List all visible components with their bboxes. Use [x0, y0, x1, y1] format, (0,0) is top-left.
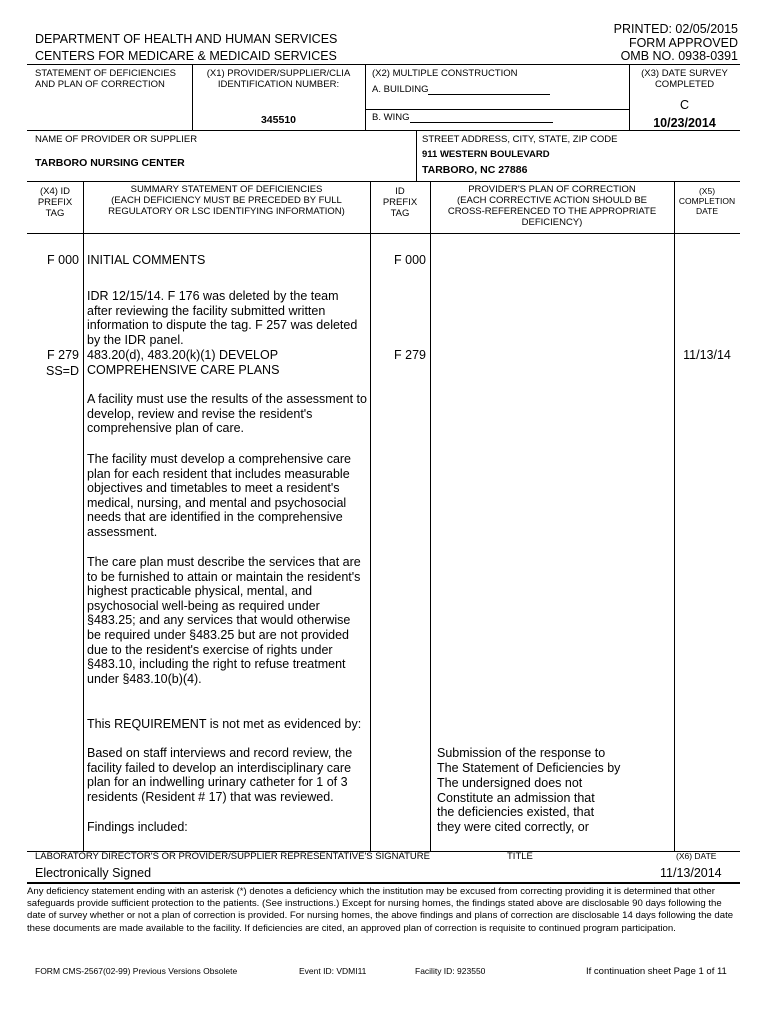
rule [27, 233, 740, 234]
f279-tag: F 279 [47, 348, 79, 362]
plan-header-3: CROSS-REFERENCED TO THE APPROPRIATE [447, 206, 657, 217]
plan-header-4: DEFICIENCY) [521, 217, 583, 228]
paragraph-3: The care plan must describe the services that are to be furnished to attain or maintain the resident's highest practicable physical, mental, and psychosocial well-being as required under §483.25; and any services that would otherwise be required under §483.25 but are not provided due to the resident's exercise of rights under §483.10, including the right to refuse treatment under §483.10(b)(4). [87, 555, 361, 686]
rule [27, 181, 740, 182]
rule [83, 181, 84, 851]
title-label: TITLE [507, 851, 533, 862]
disclaimer: Any deficiency statement ending with an asterisk (*) denotes a deficiency which the institution may be excused from correcting providing it is determined that other safeguards provide sufficient protection to the patients. (See instructions.) Except for nursing homes, the findings stated above are disclosable 90 days following the date of survey whether or not a plan of correction is provided. For nursing homes, the above findings and plans of correction are disclosable 14 days following the date these documents are made available to the facility. If deficiencies are cited, an approved plan of correction is requisite to continued program participation. [27, 886, 734, 934]
x2-label: (X2) MULTIPLE CONSTRUCTION [372, 68, 518, 79]
rule [27, 882, 740, 884]
statement-label-1: STATEMENT OF DEFICIENCIES [35, 68, 176, 79]
rule [430, 181, 431, 851]
provider-name-label: NAME OF PROVIDER OR SUPPLIER [35, 134, 198, 145]
paragraph-6: Findings included: [87, 820, 188, 834]
paragraph-4: This REQUIREMENT is not met as evidenced by: [87, 717, 362, 731]
omb-number: OMB NO. 0938-0391 [620, 49, 738, 63]
f000-tag: F 000 [47, 253, 79, 267]
paragraph-1: A facility must use the results of the assessment to develop, review and revise the resident's comprehensive plan of care. [87, 392, 367, 436]
rule [365, 64, 366, 130]
signature-value: Electronically Signed [35, 866, 152, 880]
department-title: DEPARTMENT OF HEALTH AND HUMAN SERVICES [35, 32, 338, 46]
rule [365, 109, 629, 110]
x1-label-2: IDENTIFICATION NUMBER: [217, 79, 340, 90]
street-address: 911 WESTERN BOULEVARD [422, 149, 550, 160]
f000-title: INITIAL COMMENTS [87, 253, 206, 267]
building-line [428, 94, 550, 95]
building-label: A. BUILDING [372, 84, 429, 95]
plan-line-2: The Statement of Deficiencies by [437, 761, 621, 775]
id-header-2: PREFIX [382, 197, 418, 208]
paragraph-5: Based on staff interviews and record review, the facility failed to develop an interdisciplinary care plan for an indwelling urinary catheter for 1 of 3 residents (Resident # 17) that was reviewed. [87, 746, 353, 804]
paragraph-2: The facility must develop a comprehensive care plan for each resident that includes measurable objectives and timetables to meet a resident's medical, nursing, and mental and psychosocial needs that are identified in the comprehensive assessment. [87, 452, 352, 539]
plan-line-3: The undersigned does not [437, 776, 583, 790]
survey-date: 10/23/2014 [653, 116, 716, 130]
signature-date: 11/13/2014 [660, 866, 722, 880]
id-header-1: ID [395, 186, 405, 197]
x5-header-2: COMPLETION [678, 196, 736, 206]
plan-line-6: they were cited correctly, or [437, 820, 589, 834]
centers-title: CENTERS FOR MEDICARE & MEDICAID SERVICES [35, 49, 337, 63]
rule [27, 64, 740, 65]
plan-header-1: PROVIDER'S PLAN OF CORRECTION [468, 184, 636, 195]
event-id: Event ID: VDMI11 [299, 966, 367, 976]
rule [370, 181, 371, 851]
x4-header-3: TAG [45, 208, 65, 219]
f279-completion-date: 11/13/14 [683, 348, 731, 362]
x5-header-3: DATE [695, 206, 719, 216]
plan-line-1: Submission of the response to [437, 746, 606, 760]
summary-header-2: (EACH DEFICIENCY MUST BE PRECEDED BY FULL [111, 195, 342, 206]
plan-line-4: Constitute an admission that [437, 791, 595, 805]
rule [27, 130, 740, 131]
printed-date: PRINTED: 02/05/2015 [613, 22, 738, 36]
plan-header-2: (EACH CORRECTIVE ACTION SHOULD BE [456, 195, 648, 206]
f279-title: 483.20(d), 483.20(k)(1) DEVELOP COMPREHENSIVE CARE PLANS [87, 348, 280, 377]
x5-header-1: (X5) [698, 186, 716, 196]
continuation-page: If continuation sheet Page 1 of 11 [586, 966, 727, 977]
idr-note: IDR 12/15/14. F 176 was deleted by the team after reviewing the facility submitted written information to dispute the tag. F 257 was deleted by the IDR panel. [87, 289, 358, 347]
id-header-3: TAG [390, 208, 410, 219]
summary-header-1: SUMMARY STATEMENT OF DEFICIENCIES [130, 184, 323, 195]
statement-label-2: AND PLAN OF CORRECTION [35, 79, 165, 90]
plan-line-5: the deficiencies existed, that [437, 805, 595, 819]
f279-severity: SS=D [45, 364, 79, 378]
provider-id-number: 345510 [260, 114, 297, 126]
city-state-zip: TARBORO, NC 27886 [422, 164, 528, 176]
facility-id: Facility ID: 923550 [415, 966, 486, 976]
signature-date-label: (X6) DATE [676, 851, 717, 861]
rule [416, 130, 417, 181]
x4-header-1: (X4) ID [39, 186, 71, 197]
x3-code: C [679, 98, 690, 112]
x3-label-1: (X3) DATE SURVEY [641, 68, 728, 79]
x3-label-2: COMPLETED [654, 79, 715, 90]
wing-label: B. WING [372, 112, 410, 123]
summary-header-3: REGULATORY OR LSC IDENTIFYING INFORMATION) [108, 206, 345, 217]
provider-name: TARBORO NURSING CENTER [35, 157, 185, 169]
x4-header-2: PREFIX [37, 197, 73, 208]
form-approved: FORM APPROVED [628, 36, 738, 50]
f000-plan-tag: F 000 [394, 253, 426, 267]
rule [674, 181, 675, 851]
x1-label-1: (X1) PROVIDER/SUPPLIER/CLIA [206, 68, 351, 79]
f279-plan-tag: F 279 [394, 348, 426, 362]
wing-line [410, 122, 553, 123]
signature-label: LABORATORY DIRECTOR'S OR PROVIDER/SUPPLIER REPRESENTATIVE'S SIGNATURE [35, 851, 430, 862]
address-label: STREET ADDRESS, CITY, STATE, ZIP CODE [422, 134, 618, 145]
form-number: FORM CMS-2567(02-99) Previous Versions Obsolete [35, 966, 238, 976]
